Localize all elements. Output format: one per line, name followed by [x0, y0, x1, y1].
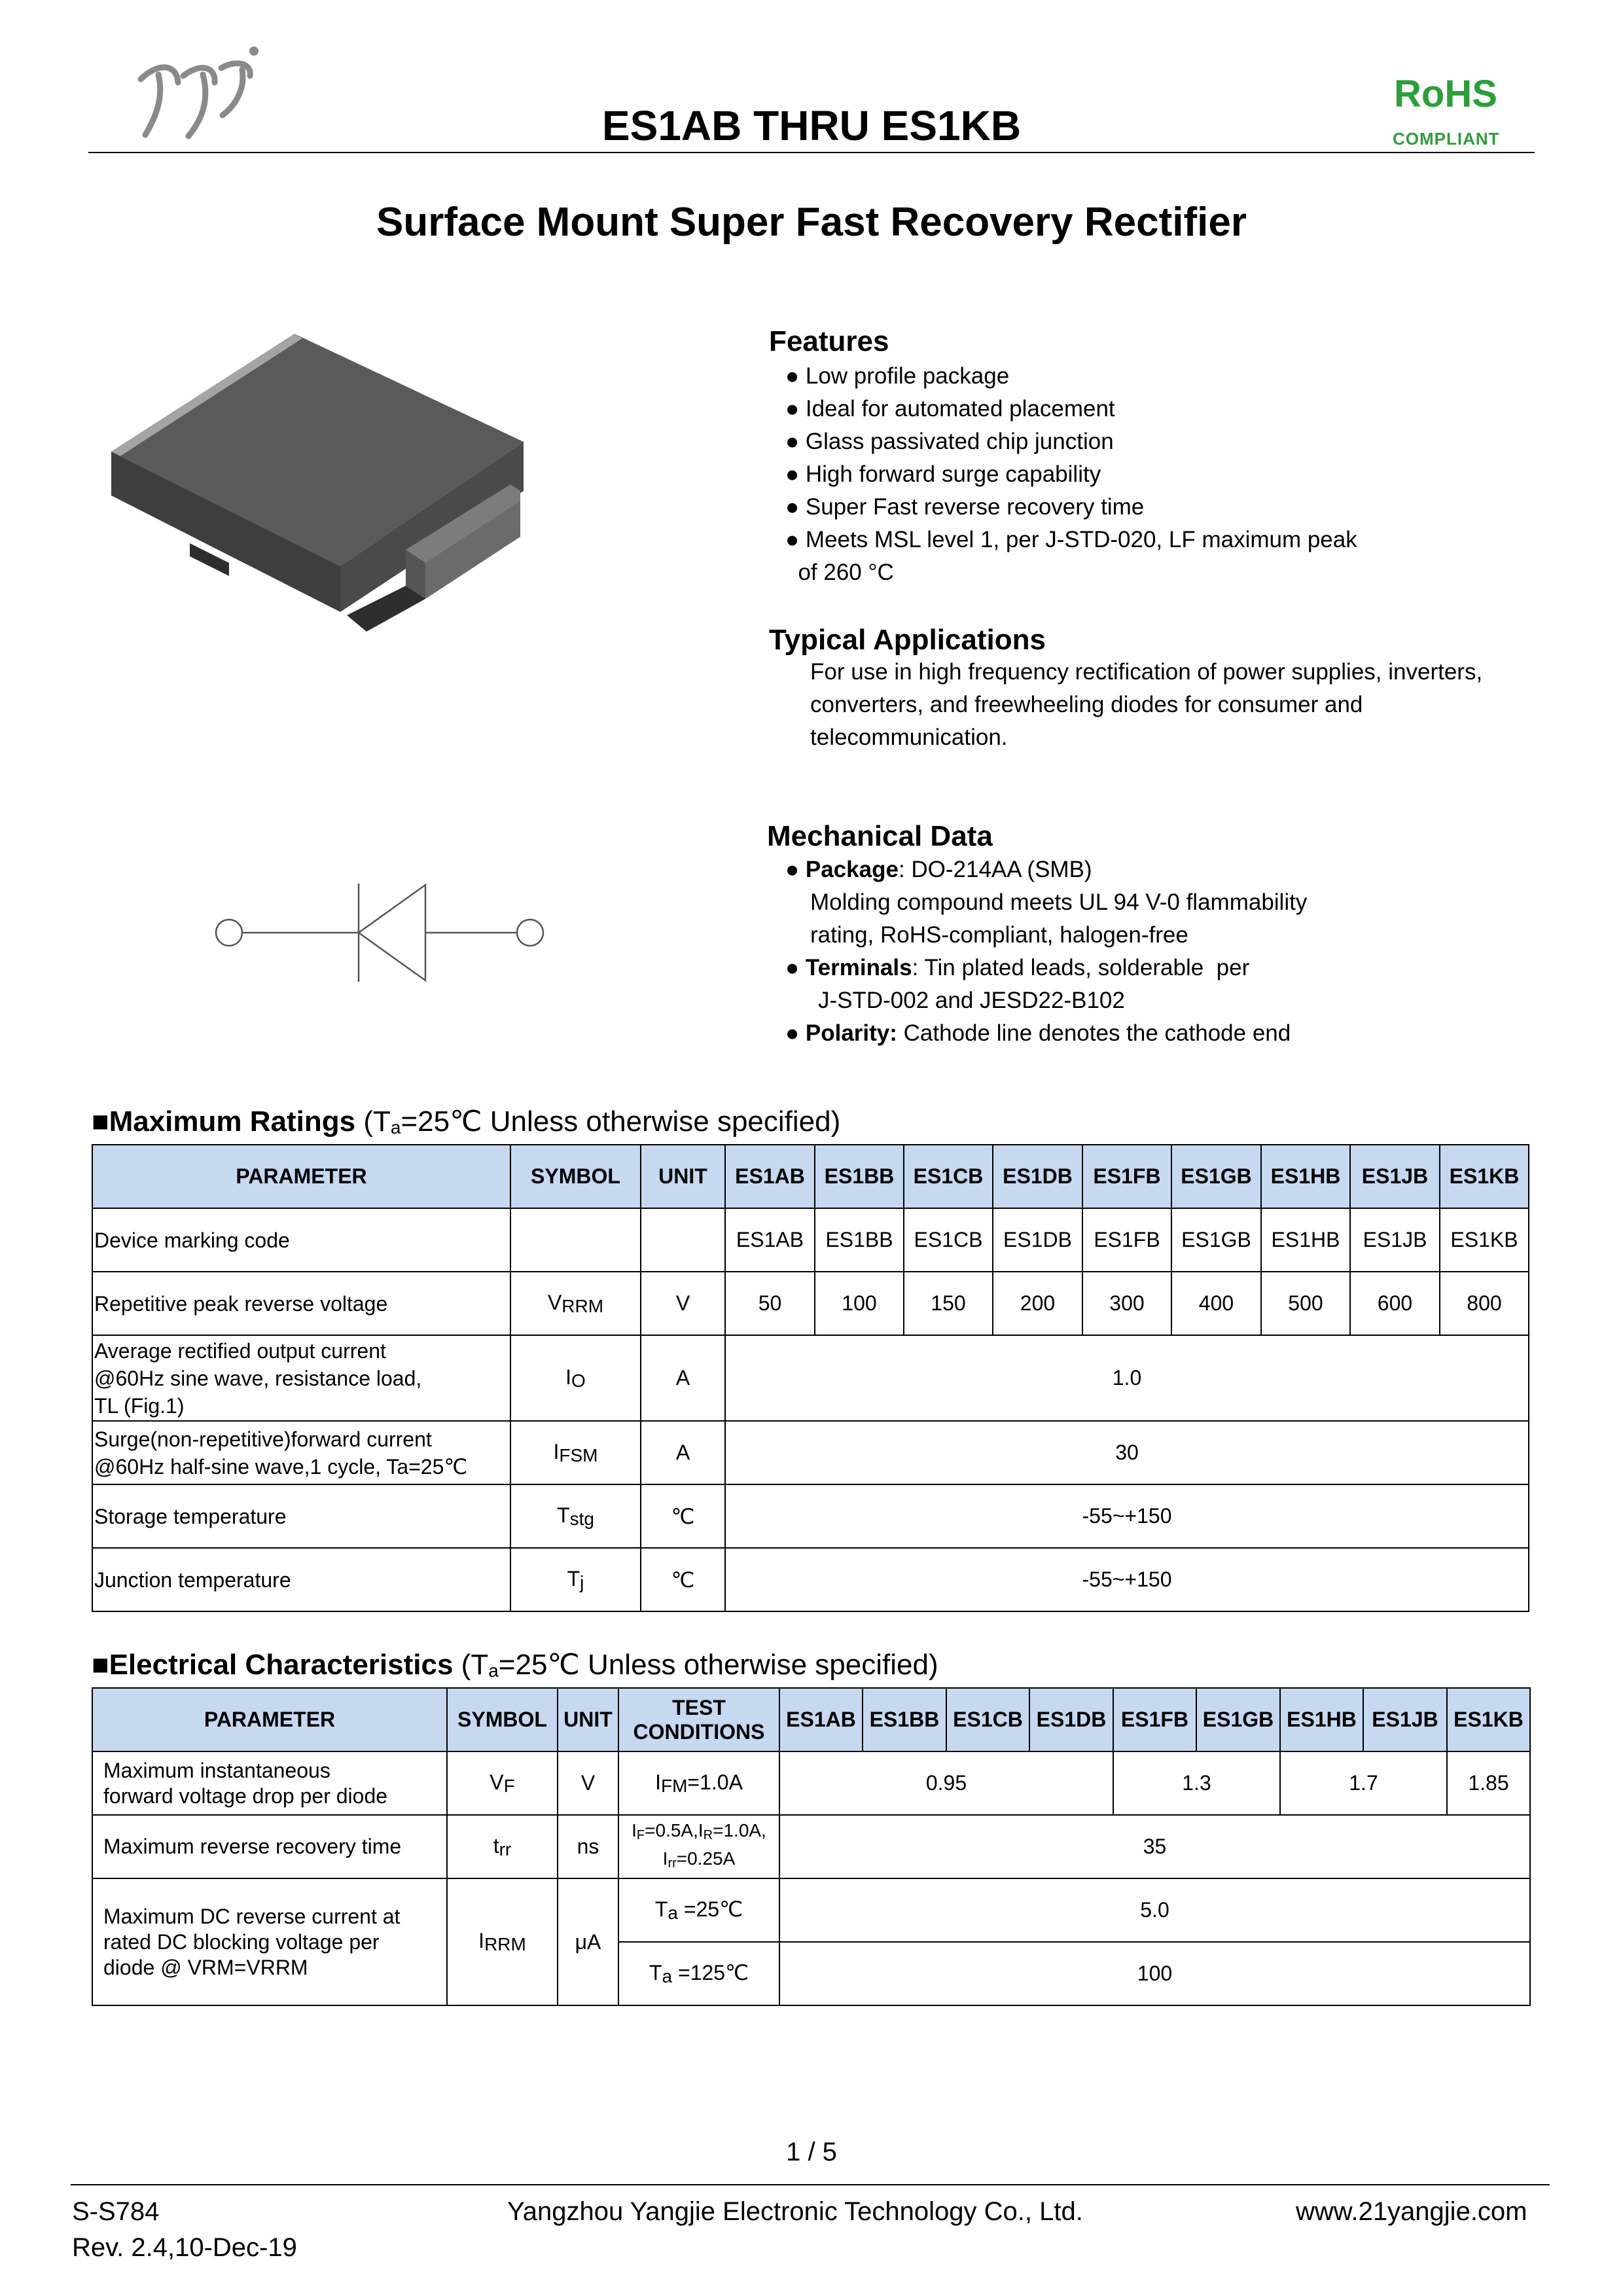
- unit-ifsm: A: [641, 1421, 725, 1484]
- vrrm-value: 400: [1171, 1272, 1261, 1335]
- param-vf-line: Maximum instantaneous: [103, 1758, 330, 1782]
- symbol-tj: [510, 1548, 641, 1611]
- company-name: Yangzhou Yangjie Electronic Technology Co., Ltd.: [507, 2197, 1083, 2226]
- vrrm-value: 50: [725, 1272, 815, 1335]
- header-divider: [88, 152, 1535, 153]
- rohs-compliant-label: COMPLIANT: [1393, 129, 1500, 149]
- header-part: ES1KB: [1440, 1145, 1529, 1208]
- part-range-title: ES1AB THRU ES1KB: [601, 102, 1022, 149]
- feature-item: of 260 °C: [785, 560, 894, 585]
- test-rest: =25℃: [678, 1897, 743, 1921]
- test-trr: [618, 1815, 779, 1878]
- table-row: [92, 1335, 1529, 1421]
- test-trr-line2: [619, 1847, 779, 1875]
- vrrm-value: 800: [1440, 1272, 1529, 1335]
- symbol-sub: RRM: [484, 1934, 526, 1954]
- vrrm-value: 100: [815, 1272, 904, 1335]
- irrm-value-25: 5.0: [779, 1878, 1530, 1942]
- symbol-main: I: [565, 1365, 572, 1389]
- feature-item: ● Ideal for automated placement: [785, 396, 1115, 422]
- param-irrm-line: Maximum DC reverse current at: [103, 1904, 401, 1928]
- test-sub: R: [703, 1827, 713, 1842]
- param-trr: Maximum reverse recovery time: [92, 1815, 447, 1878]
- max-ratings-title: [92, 1105, 840, 1138]
- param-ifsm: [92, 1421, 510, 1484]
- max-ratings-table: [92, 1144, 1529, 1612]
- header-parameter: PARAMETER: [92, 1145, 510, 1208]
- param-io-line: @60Hz sine wave, resistance load,: [94, 1366, 422, 1390]
- electrical-condition-sub: a: [488, 1660, 499, 1681]
- test-rest: =1.0A: [687, 1770, 743, 1794]
- unit-vf: V: [558, 1751, 618, 1815]
- marking-code: ES1CB: [904, 1208, 993, 1272]
- table-header-row: [92, 1145, 1529, 1208]
- table-row: [92, 1421, 1529, 1484]
- test-part: I: [632, 1820, 637, 1840]
- param-io-line: TL (Fig.1): [94, 1393, 185, 1418]
- table-row: [92, 1548, 1529, 1611]
- marking-code: ES1DB: [993, 1208, 1082, 1272]
- io-value: 1.0: [725, 1335, 1529, 1421]
- mech-package-line2: Molding compound meets UL 94 V-0 flammability: [810, 889, 1308, 915]
- max-ratings-title-bold: ■Maximum Ratings: [92, 1105, 356, 1138]
- features-list: [785, 360, 1538, 589]
- header-test-line: TEST: [672, 1695, 726, 1719]
- symbol-main: V: [547, 1290, 562, 1314]
- symbol-sub: RRM: [562, 1295, 604, 1316]
- param-vf: [92, 1751, 447, 1815]
- max-ratings-condition-sub: a: [390, 1117, 401, 1138]
- test-sub: FM: [660, 1775, 688, 1796]
- header-part: ES1GB: [1171, 1145, 1261, 1208]
- test-part: =0.5A,I: [645, 1820, 704, 1840]
- smb-package-image: [98, 324, 537, 717]
- electrical-condition: (T: [453, 1649, 489, 1681]
- header-symbol: SYMBOL: [510, 1145, 641, 1208]
- test-part: =0.25A: [676, 1848, 736, 1869]
- footer-divider: [71, 2184, 1550, 2185]
- header-part: ES1DB: [1029, 1688, 1113, 1751]
- header-test-line: CONDITIONS: [633, 1719, 765, 1744]
- symbol-ifsm: [510, 1421, 641, 1484]
- symbol-main: T: [557, 1503, 570, 1527]
- header-part: ES1DB: [993, 1145, 1082, 1208]
- param-marking: Device marking code: [92, 1208, 510, 1272]
- test-main: T: [649, 1961, 662, 1984]
- symbol-trr: [447, 1815, 558, 1878]
- table-header-row: [92, 1688, 1530, 1751]
- header-unit: UNIT: [641, 1145, 725, 1208]
- cell-symbol-empty: [510, 1208, 641, 1272]
- ifsm-value: 30: [725, 1421, 1529, 1484]
- header-part: ES1GB: [1196, 1688, 1280, 1751]
- symbol-sub: j: [580, 1571, 584, 1592]
- test-sub: a: [668, 1903, 678, 1923]
- symbol-sub: F: [503, 1775, 515, 1796]
- unit-io: A: [641, 1335, 725, 1421]
- terminals-label: Terminals: [805, 955, 912, 980]
- test-sub: rr: [668, 1856, 677, 1871]
- header-symbol: SYMBOL: [447, 1688, 558, 1751]
- mech-terminals-line2: J-STD-002 and JESD22-B102: [818, 988, 1125, 1013]
- symbol-vrrm: [510, 1272, 641, 1335]
- marking-code: ES1AB: [725, 1208, 815, 1272]
- param-vf-line: forward voltage drop per diode: [103, 1784, 388, 1808]
- vrrm-value: 600: [1350, 1272, 1440, 1335]
- vrrm-value: 150: [904, 1272, 993, 1335]
- test-sub: F: [636, 1827, 645, 1842]
- mech-package-row: ● Package: DO-214AA (SMB): [785, 857, 1092, 882]
- package-value: : DO-214AA (SMB): [898, 857, 1092, 882]
- param-io-line: Average rectified output current: [94, 1338, 386, 1363]
- electrical-title: [92, 1648, 938, 1681]
- symbol-main: t: [493, 1833, 499, 1857]
- symbol-sub: stg: [569, 1508, 594, 1529]
- symbol-main: I: [478, 1929, 485, 1952]
- header-part: ES1JB: [1350, 1145, 1440, 1208]
- test-sub: a: [662, 1966, 673, 1986]
- vrrm-value: 300: [1082, 1272, 1171, 1335]
- param-tj: Junction temperature: [92, 1548, 510, 1611]
- param-irrm-line: rated DC blocking voltage per: [103, 1929, 380, 1954]
- mechanical-list: [785, 853, 1538, 1050]
- feature-item: ● Glass passivated chip junction: [785, 429, 1114, 454]
- table-row: [92, 1815, 1530, 1878]
- unit-trr: ns: [558, 1815, 618, 1878]
- header-unit: UNIT: [558, 1688, 618, 1751]
- test-irrm-25: [618, 1878, 779, 1942]
- unit-tj: ℃: [641, 1548, 725, 1611]
- table-row: [92, 1484, 1529, 1548]
- symbol-vf: [447, 1751, 558, 1815]
- symbol-sub: O: [571, 1370, 586, 1391]
- diode-schematic-symbol: [213, 877, 546, 988]
- rohs-label: RoHS: [1394, 73, 1497, 115]
- vf-value-fg: 1.3: [1113, 1751, 1280, 1815]
- marking-code: ES1JB: [1350, 1208, 1440, 1272]
- marking-code: ES1HB: [1261, 1208, 1350, 1272]
- unit-vrrm: V: [641, 1272, 725, 1335]
- header-part: ES1AB: [779, 1688, 863, 1751]
- header-part: ES1BB: [863, 1688, 946, 1751]
- symbol-irrm: [447, 1878, 558, 2005]
- website-link[interactable]: www.21yangjie.com: [1296, 2197, 1527, 2226]
- feature-item: ● Meets MSL level 1, per J-STD-020, LF maximum peak: [785, 527, 1357, 552]
- feature-item: ● High forward surge capability: [785, 461, 1101, 487]
- header-part: ES1CB: [904, 1145, 993, 1208]
- electrical-condition-rest: =25℃ Unless otherwise specified): [498, 1649, 938, 1681]
- feature-item: ● Low profile package: [785, 363, 1010, 389]
- header-part: ES1HB: [1261, 1145, 1350, 1208]
- max-ratings-condition: (T: [355, 1105, 391, 1138]
- param-vrrm: Repetitive peak reverse voltage: [92, 1272, 510, 1335]
- test-irrm-125: [618, 1942, 779, 2005]
- header-part: ES1JB: [1363, 1688, 1447, 1751]
- header-part: ES1BB: [815, 1145, 904, 1208]
- mech-package-line3: rating, RoHS-compliant, halogen-free: [810, 922, 1188, 948]
- test-main: T: [654, 1897, 668, 1921]
- table-row: [92, 1878, 1530, 1942]
- electrical-title-bold: ■Electrical Characteristics: [92, 1649, 454, 1681]
- package-label: Package: [805, 857, 899, 882]
- header-part: ES1FB: [1082, 1145, 1171, 1208]
- symbol-sub: rr: [499, 1839, 512, 1859]
- header-parameter: PARAMETER: [92, 1688, 447, 1751]
- marking-code: ES1BB: [815, 1208, 904, 1272]
- polarity-value: Cathode line denotes the cathode end: [897, 1020, 1291, 1046]
- marking-code: ES1FB: [1082, 1208, 1171, 1272]
- applications-heading: Typical Applications: [769, 624, 1046, 656]
- polarity-label: Polarity:: [805, 1020, 897, 1046]
- header-part: ES1CB: [946, 1688, 1029, 1751]
- header-part: ES1HB: [1280, 1688, 1363, 1751]
- header-part: ES1KB: [1447, 1688, 1530, 1751]
- unit-irrm: μA: [558, 1878, 618, 2005]
- symbol-main: V: [490, 1770, 504, 1794]
- table-row: [92, 1208, 1529, 1272]
- symbol-main: I: [553, 1439, 560, 1463]
- header-part: ES1AB: [725, 1145, 815, 1208]
- test-rest: =125℃: [672, 1961, 749, 1984]
- param-ifsm-line: @60Hz half-sine wave,1 cycle, Ta=25℃: [94, 1454, 468, 1479]
- param-tstg: Storage temperature: [92, 1484, 510, 1548]
- param-irrm-line: diode @ VRM=VRRM: [103, 1955, 308, 1979]
- tj-value: -55~+150: [725, 1548, 1529, 1611]
- trr-value: 35: [779, 1815, 1530, 1878]
- table-row: [92, 1751, 1530, 1815]
- param-ifsm-line: Surge(non-repetitive)forward current: [94, 1427, 432, 1451]
- document-code: S-S784: [72, 2197, 160, 2226]
- mech-terminals-row: ● Terminals: Tin plated leads, solderable per: [785, 955, 1250, 980]
- marking-code: ES1GB: [1171, 1208, 1261, 1272]
- mechanical-heading: Mechanical Data: [767, 820, 993, 852]
- features-heading: Features: [769, 325, 889, 357]
- vrrm-value: 500: [1261, 1272, 1350, 1335]
- vf-value-ad: 0.95: [779, 1751, 1113, 1815]
- vf-value-hj: 1.7: [1280, 1751, 1447, 1815]
- terminals-value: : Tin plated leads, solderable per: [912, 955, 1250, 980]
- param-io: [92, 1335, 510, 1421]
- header-part: ES1FB: [1113, 1688, 1196, 1751]
- test-trr-line1: [619, 1819, 779, 1847]
- max-ratings-condition-rest: =25℃ Unless otherwise specified): [401, 1105, 841, 1138]
- symbol-io: [510, 1335, 641, 1421]
- feature-item: ● Super Fast reverse recovery time: [785, 494, 1145, 520]
- electrical-table: [92, 1687, 1531, 2006]
- document-title: Surface Mount Super Fast Recovery Rectifier: [376, 200, 1247, 245]
- param-irrm: [92, 1878, 447, 2005]
- symbol-main: T: [567, 1566, 580, 1590]
- test-main: I: [655, 1770, 661, 1794]
- vrrm-value: 200: [993, 1272, 1082, 1335]
- cell-unit-empty: [641, 1208, 725, 1272]
- test-part: I: [662, 1848, 668, 1869]
- document-revision: Rev. 2.4,10-Dec-19: [72, 2233, 297, 2262]
- applications-text: For use in high frequency rectification of power supplies, inverters, converters, and freewheeling diodes for consumer and telecommunication.: [810, 659, 1483, 750]
- symbol-sub: FSM: [559, 1444, 598, 1465]
- test-vf: [618, 1751, 779, 1815]
- header-test-conditions: [618, 1688, 779, 1751]
- page-number: 1 / 5: [786, 2138, 837, 2166]
- table-row: [92, 1272, 1529, 1335]
- unit-tstg: ℃: [641, 1484, 725, 1548]
- irrm-value-125: 100: [779, 1942, 1530, 2005]
- symbol-tstg: [510, 1484, 641, 1548]
- tstg-value: -55~+150: [725, 1484, 1529, 1548]
- test-part: =1.0A,: [713, 1820, 766, 1840]
- vf-value-k: 1.85: [1447, 1751, 1530, 1815]
- mech-polarity-row: ● Polarity: Cathode line denotes the cathode end: [785, 1020, 1291, 1046]
- marking-code: ES1KB: [1440, 1208, 1529, 1272]
